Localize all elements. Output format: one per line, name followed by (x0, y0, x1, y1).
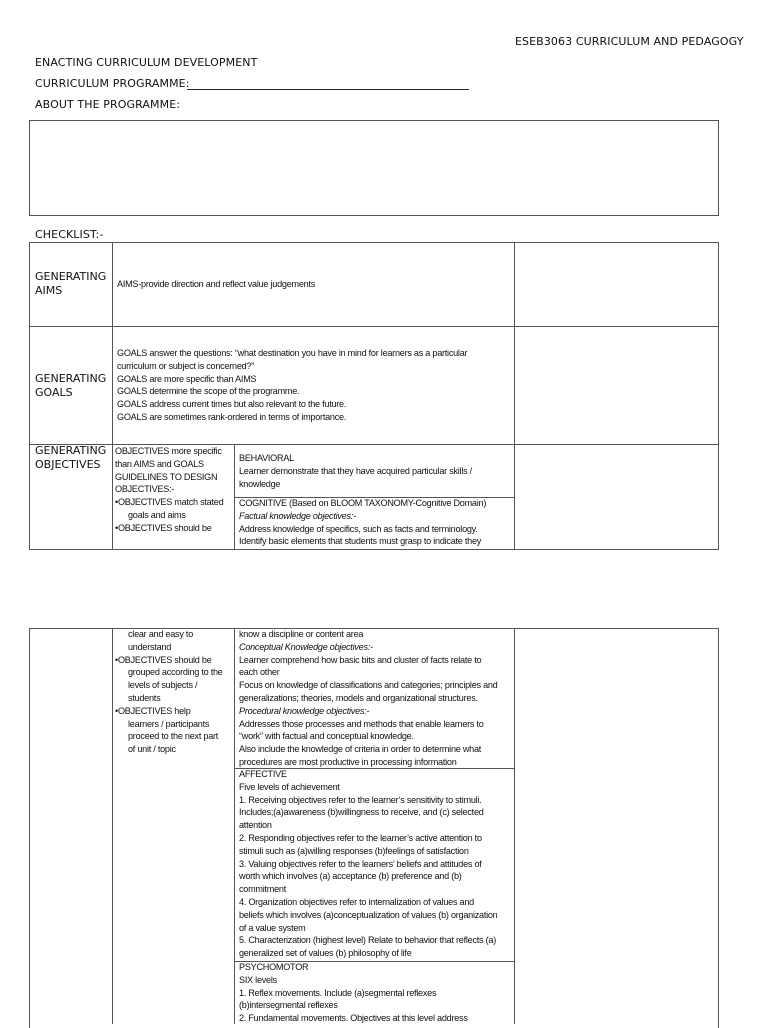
objectives-guidelines: OBJECTIVES more specific than AIMS and GOALS GUIDELINES TO DESIGN OBJECTIVES:- • OBJECTIVES match stated goals and aims • OBJECTIVES should be (115, 445, 223, 535)
aims-check-cell[interactable] (515, 243, 718, 325)
aims-label: GENERATING AIMS (35, 270, 107, 297)
goals-text: GOALS answer the questions: “what destination you have in mind for learners as a particular curriculum or subject is concerned?” GOALS are more specific than AIMS GOALS determine the scope of the programme. GOALS address current times but also relevant to the future. GOALS are sometimes rank-ordered in terms of importance. (117, 348, 468, 422)
aims-text: AIMS-provide direction and reflect value judgements (117, 279, 316, 289)
objectives-label: GENERATING OBJECTIVES (35, 444, 107, 471)
list-item: • OBJECTIVES match stated (115, 496, 223, 509)
table-col-divider (112, 628, 113, 1024)
goals-label: GENERATING GOALS (35, 372, 107, 399)
table-col-divider (112, 242, 113, 550)
goals-check-cell[interactable] (515, 327, 718, 443)
cognitive-section-continued: know a discipline or content area Conceptual Knowledge objectives:- Learner comprehend how basic bits and cluster of facts relate to each other Focus on knowledge of classifications and categories; principles and generalizations; theories, models and organizational structures. Procedural knowledge objectives:- Addresses those processes and methods that enable learners to “work” with factual and conceptual knowledge. Also include the knowledge of criteria in order to determine what procedures are most productive in processing information (239, 629, 498, 767)
checklist-label: CHECKLIST:- (35, 228, 104, 241)
programme-input-line[interactable] (187, 89, 469, 90)
affective-section: AFFECTIVE Five levels of achievement 1. Receiving objectives refer to the learner’s sensitivity to stimuli. Includes;(a)awareness (b)willingness to receive, and (c) selected attention 2. Responding objectives refer to the learner’s active attention to stimuli such as (a)willing responses (b)feelings of satisfaction 3. Valuing objectives refer to the learners’ beliefs and attitudes of worth which involves (a) acceptance (b) preference and (b) commitment 4. Organization objectives refer to internalization of values and beliefs which involves (a)conceptualization of values (b) organization of a value system 5. Characterization (highest level) Relate to behavior that reflects (a) generalized set of values (b) philosophy of life (239, 769, 498, 959)
psychomotor-section: PSYCHOMOTOR SIX levels 1. Reflex movements. Include (a)segmental reflexes (b)intersegmental reflexes 2. Fundamental movements. Objectives at this level address (239, 962, 468, 1024)
about-label: ABOUT THE PROGRAMME: (35, 98, 181, 111)
behavioral-section: BEHAVIORAL Learner demonstrate that they have acquired particular skills / knowledge (239, 453, 472, 489)
list-item: • OBJECTIVES should be (115, 522, 223, 535)
course-code: ESEB3063 CURRICULUM AND PEDAGOGY (515, 35, 744, 48)
about-programme-box[interactable] (29, 120, 719, 216)
objectives-check-cell[interactable] (515, 445, 718, 549)
list-item: • OBJECTIVES should be (115, 654, 223, 667)
programme-label: CURRICULUM PROGRAMME: (35, 77, 190, 90)
list-item: • OBJECTIVES help (115, 705, 223, 718)
objectives-guidelines-continued: clear and easy to understand • OBJECTIVES should be grouped according to the levels of subjects / students • OBJECTIVES help learners / participants proceed to the next part of unit / topic (115, 628, 223, 756)
document-title: ENACTING CURRICULUM DEVELOPMENT (35, 56, 258, 69)
cognitive-section: COGNITIVE (Based on BLOOM TAXONOMY-Cognitive Domain) Factual knowledge objectives:- Address knowledge of specifics, such as facts and terminology. Identify basic elements that students must grasp to indicate they (239, 498, 487, 547)
objectives-check-cell-continued[interactable] (515, 629, 718, 1024)
table-col-divider (234, 628, 235, 1024)
